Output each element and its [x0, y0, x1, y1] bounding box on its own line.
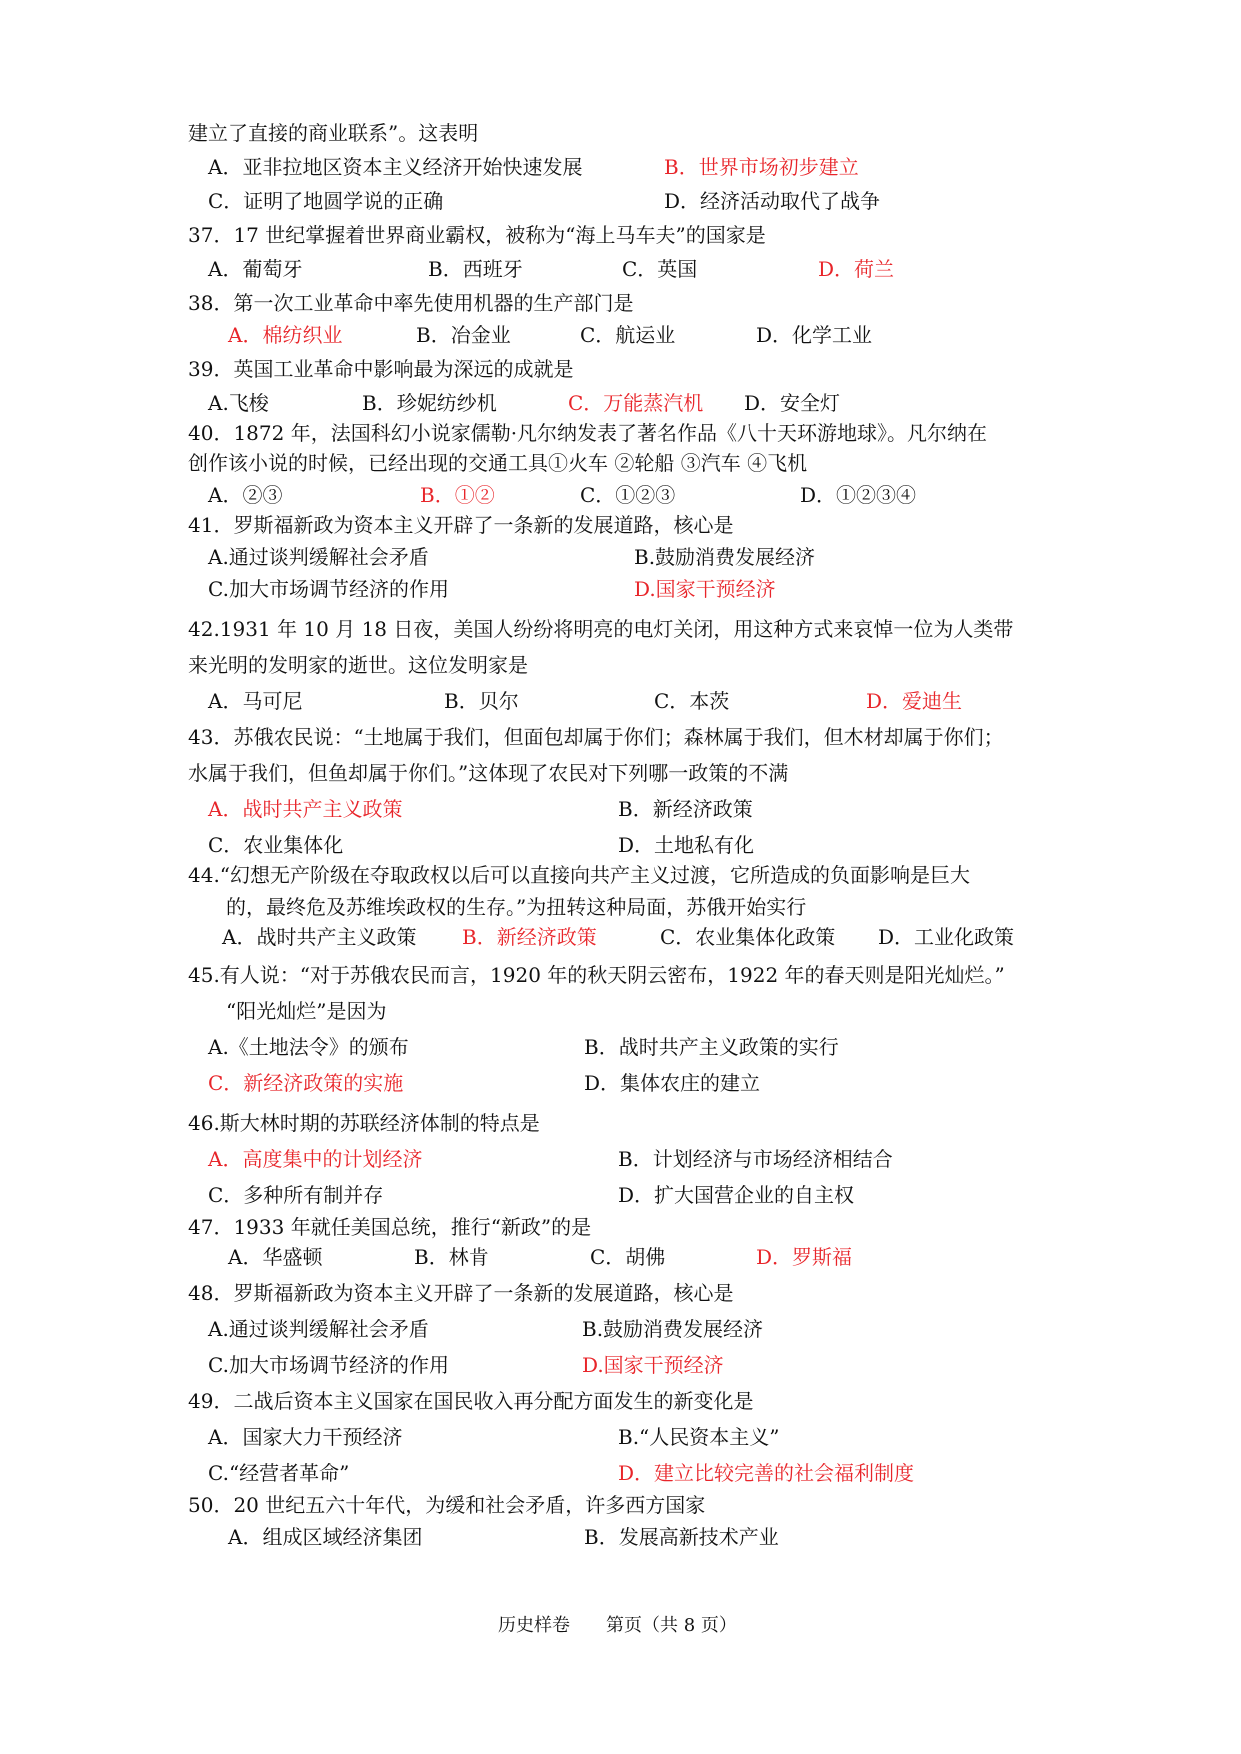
question-stem: 41．罗斯福新政为资本主义开辟了一条新的发展道路，核心是 — [188, 513, 734, 537]
option-a: A．②③ — [208, 483, 283, 507]
option-d: D．化学工业 — [756, 323, 873, 347]
option-d-answer: D．罗斯福 — [756, 1245, 853, 1269]
option-c: C.加大市场调节经济的作用 — [208, 577, 449, 601]
option-d: D．工业化政策 — [878, 925, 1015, 949]
option-b: B．珍妮纺纱机 — [362, 391, 497, 415]
option-a: A.《土地法令》的颁布 — [208, 1035, 409, 1059]
option-d-answer: D．爱迪生 — [866, 689, 963, 713]
option-a: A．亚非拉地区资本主义经济开始快速发展 — [208, 155, 583, 179]
option-b: B．战时共产主义政策的实行 — [584, 1035, 839, 1059]
question-stem: 48．罗斯福新政为资本主义开辟了一条新的发展道路，核心是 — [188, 1281, 734, 1305]
question-stem: 38．第一次工业革命中率先使用机器的生产部门是 — [188, 291, 634, 315]
option-a: A．葡萄牙 — [208, 257, 303, 281]
question-stem: 39．英国工业革命中影响最为深远的成就是 — [188, 357, 574, 381]
option-c: C．英国 — [622, 257, 698, 281]
option-b: B．计划经济与市场经济相结合 — [618, 1147, 893, 1171]
option-a: A.通过谈判缓解社会矛盾 — [208, 545, 429, 569]
option-b-answer: B．①② — [420, 483, 495, 507]
question-stem: 47．1933 年就任美国总统，推行“新政”的是 — [188, 1215, 592, 1239]
option-a: A．战时共产主义政策 — [222, 925, 417, 949]
question-stem-cont: 来光明的发明家的逝世。这位发明家是 — [188, 653, 528, 677]
option-d: D．土地私有化 — [618, 833, 755, 857]
question-stem: 建立了直接的商业联系”。这表明 — [188, 121, 479, 145]
option-c: C．航运业 — [580, 323, 676, 347]
page-footer — [0, 1611, 1241, 1641]
option-d: D．集体农庄的建立 — [584, 1071, 761, 1095]
option-d-answer: D．荷兰 — [818, 257, 895, 281]
option-b: B.“人民资本主义” — [618, 1425, 780, 1449]
question-stem-cont: “阳光灿烂”是因为 — [226, 999, 387, 1023]
option-b: B．西班牙 — [428, 257, 523, 281]
question-stem-cont: 水属于我们，但鱼却属于你们。”这体现了农民对下列哪一政策的不满 — [188, 761, 789, 785]
option-b: B．林肯 — [414, 1245, 489, 1269]
option-d-answer: D．建立比较完善的社会福利制度 — [618, 1461, 915, 1485]
option-a-answer: A．高度集中的计划经济 — [208, 1147, 423, 1171]
option-c: C．①②③ — [580, 483, 676, 507]
option-d: D．①②③④ — [800, 483, 917, 507]
option-a-answer: A．战时共产主义政策 — [208, 797, 403, 821]
question-stem: 45.有人说：“对于苏俄农民而言，1920 年的秋天阴云密布，1922 年的春天则是阳光灿烂。” — [188, 963, 1005, 987]
option-c: C．本茨 — [654, 689, 730, 713]
question-stem: 40．1872 年，法国科幻小说家儒勒·凡尔纳发表了著名作品《八十天环游地球》。凡尔纳在 — [188, 421, 988, 445]
question-stem: 44.“幻想无产阶级在夺取政权以后可以直接向共产主义过渡，它所造成的负面影响是巨大 — [188, 863, 971, 887]
option-a: A.通过谈判缓解社会矛盾 — [208, 1317, 429, 1341]
option-b-answer: B．新经济政策 — [462, 925, 597, 949]
option-b: B.鼓励消费发展经济 — [582, 1317, 764, 1341]
option-b: B．发展高新技术产业 — [584, 1525, 779, 1549]
option-b: B．冶金业 — [416, 323, 511, 347]
option-d: D．扩大国营企业的自主权 — [618, 1183, 855, 1207]
option-c: C．农业集体化政策 — [660, 925, 836, 949]
option-b: B．新经济政策 — [618, 797, 753, 821]
option-c: C．证明了地圆学说的正确 — [208, 189, 444, 213]
option-c: C.“经营者革命” — [208, 1461, 350, 1485]
question-stem: 46.斯大林时期的苏联经济体制的特点是 — [188, 1111, 540, 1135]
option-c: C．农业集体化 — [208, 833, 344, 857]
option-b: B.鼓励消费发展经济 — [634, 545, 816, 569]
question-stem: 42.1931 年 10 月 18 日夜，美国人纷纷将明亮的电灯关闭，用这种方式来哀悼一位为人类带 — [188, 617, 1014, 641]
footer-text: 历史样卷 第页（共 8 页） — [498, 1615, 737, 1636]
question-stem: 49．二战后资本主义国家在国民收入再分配方面发生的新变化是 — [188, 1389, 754, 1413]
option-a: A．华盛顿 — [228, 1245, 323, 1269]
option-c: C．胡佛 — [590, 1245, 666, 1269]
option-d-answer: D.国家干预经济 — [634, 577, 776, 601]
option-d: D．经济活动取代了战争 — [664, 189, 881, 213]
option-b-answer: B．世界市场初步建立 — [664, 155, 859, 179]
option-c: C．多种所有制并存 — [208, 1183, 384, 1207]
question-stem-cont: 创作该小说的时候，已经出现的交通工具①火车 ②轮船 ③汽车 ④飞机 — [188, 451, 808, 475]
option-c-answer: C．新经济政策的实施 — [208, 1071, 404, 1095]
option-a: A．马可尼 — [208, 689, 303, 713]
option-c: C.加大市场调节经济的作用 — [208, 1353, 449, 1377]
option-b: B．贝尔 — [444, 689, 519, 713]
question-stem: 43．苏俄农民说：“土地属于我们，但面包却属于你们；森林属于我们，但木材却属于你们； — [188, 725, 1004, 749]
option-d-answer: D.国家干预经济 — [582, 1353, 724, 1377]
option-a: A．国家大力干预经济 — [208, 1425, 403, 1449]
question-stem: 37．17 世纪掌握着世界商业霸权，被称为“海上马车夫”的国家是 — [188, 223, 766, 247]
option-d: D．安全灯 — [744, 391, 841, 415]
option-a-answer: A．棉纺织业 — [228, 323, 343, 347]
option-a: A.飞梭 — [208, 391, 269, 415]
option-c-answer: C．万能蒸汽机 — [568, 391, 704, 415]
question-stem-cont: 的，最终危及苏维埃政权的生存。”为扭转这种局面，苏俄开始实行 — [226, 895, 807, 919]
question-stem: 50．20 世纪五六十年代，为缓和社会矛盾，许多西方国家 — [188, 1493, 706, 1517]
option-a: A．组成区域经济集团 — [228, 1525, 423, 1549]
